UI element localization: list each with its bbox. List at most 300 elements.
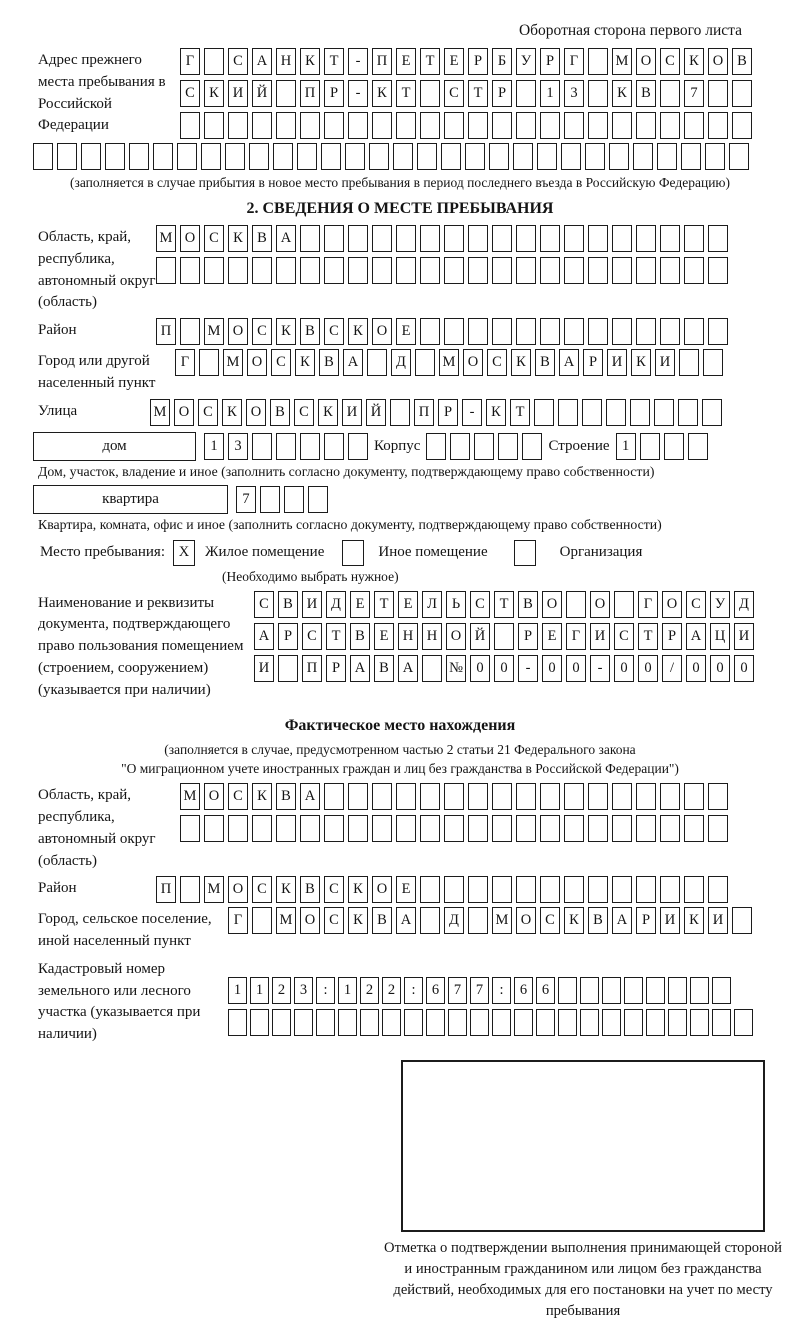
char-box[interactable]: Е — [396, 48, 416, 75]
char-box[interactable]: К — [228, 225, 248, 252]
char-box[interactable]: С — [302, 623, 322, 650]
char-box[interactable] — [468, 318, 488, 345]
char-box[interactable]: Г — [566, 623, 586, 650]
char-box[interactable]: Р — [518, 623, 538, 650]
char-box[interactable]: В — [535, 349, 555, 376]
char-box[interactable] — [180, 318, 200, 345]
char-box[interactable] — [684, 257, 704, 284]
char-box[interactable]: К — [300, 48, 320, 75]
char-box[interactable]: О — [247, 349, 267, 376]
char-box[interactable] — [420, 318, 440, 345]
char-box[interactable]: 0 — [734, 655, 754, 682]
char-box[interactable] — [492, 318, 512, 345]
char-box[interactable]: А — [559, 349, 579, 376]
char-box[interactable]: Е — [396, 876, 416, 903]
char-box[interactable]: И — [607, 349, 627, 376]
char-box[interactable]: И — [302, 591, 322, 618]
char-box[interactable] — [516, 815, 536, 842]
char-box[interactable]: 1 — [540, 80, 560, 107]
char-box[interactable]: О — [590, 591, 610, 618]
char-box[interactable]: К — [348, 907, 368, 934]
char-box[interactable] — [585, 143, 605, 170]
char-box[interactable]: 0 — [710, 655, 730, 682]
char-box[interactable]: Р — [583, 349, 603, 376]
char-box[interactable]: И — [228, 80, 248, 107]
char-box[interactable] — [321, 143, 341, 170]
char-box[interactable] — [516, 783, 536, 810]
char-box[interactable] — [708, 318, 728, 345]
char-box[interactable] — [668, 977, 687, 1004]
char-box[interactable] — [348, 433, 368, 460]
char-box[interactable] — [448, 1009, 467, 1036]
char-box[interactable]: 2 — [272, 977, 291, 1004]
char-box[interactable] — [426, 433, 446, 460]
char-box[interactable]: Д — [444, 907, 464, 934]
char-box[interactable] — [105, 143, 125, 170]
char-box[interactable]: С — [686, 591, 706, 618]
char-box[interactable]: В — [518, 591, 538, 618]
char-box[interactable] — [276, 433, 296, 460]
char-box[interactable] — [444, 876, 464, 903]
char-box[interactable]: К — [684, 907, 704, 934]
char-box[interactable] — [348, 783, 368, 810]
char-box[interactable] — [564, 112, 584, 139]
char-box[interactable] — [250, 1009, 269, 1036]
char-box[interactable]: А — [350, 655, 370, 682]
char-box[interactable]: С — [254, 591, 274, 618]
char-box[interactable]: 0 — [542, 655, 562, 682]
char-box[interactable]: П — [156, 876, 176, 903]
char-box[interactable]: И — [708, 907, 728, 934]
char-box[interactable]: С — [180, 80, 200, 107]
char-box[interactable] — [444, 112, 464, 139]
char-box[interactable] — [465, 143, 485, 170]
char-box[interactable] — [204, 815, 224, 842]
char-box[interactable] — [492, 257, 512, 284]
char-box[interactable] — [708, 80, 728, 107]
char-box[interactable] — [420, 112, 440, 139]
char-box[interactable] — [372, 783, 392, 810]
char-box[interactable]: П — [302, 655, 322, 682]
char-box[interactable]: Т — [326, 623, 346, 650]
char-box[interactable]: Д — [326, 591, 346, 618]
char-box[interactable] — [324, 815, 344, 842]
char-box[interactable]: С — [271, 349, 291, 376]
char-box[interactable]: - — [348, 80, 368, 107]
char-box[interactable] — [566, 591, 586, 618]
char-box[interactable]: О — [636, 48, 656, 75]
char-box[interactable] — [324, 225, 344, 252]
char-box[interactable] — [129, 143, 149, 170]
char-box[interactable]: К — [564, 907, 584, 934]
char-box[interactable]: К — [276, 876, 296, 903]
char-box[interactable] — [417, 143, 437, 170]
char-box[interactable]: К — [684, 48, 704, 75]
char-box[interactable]: - — [590, 655, 610, 682]
char-box[interactable] — [300, 815, 320, 842]
char-box[interactable] — [712, 1009, 731, 1036]
char-box[interactable]: М — [156, 225, 176, 252]
char-box[interactable] — [492, 783, 512, 810]
char-box[interactable]: П — [156, 318, 176, 345]
char-box[interactable] — [588, 80, 608, 107]
char-box[interactable] — [540, 257, 560, 284]
char-box[interactable] — [609, 143, 629, 170]
char-box[interactable] — [372, 257, 392, 284]
char-box[interactable]: Т — [494, 591, 514, 618]
char-box[interactable] — [228, 112, 248, 139]
char-box[interactable]: С — [444, 80, 464, 107]
char-box[interactable] — [708, 257, 728, 284]
char-box[interactable]: : — [404, 977, 423, 1004]
char-box[interactable] — [564, 318, 584, 345]
char-box[interactable]: К — [612, 80, 632, 107]
char-box[interactable]: А — [276, 225, 296, 252]
char-box[interactable] — [156, 257, 176, 284]
char-box[interactable] — [468, 783, 488, 810]
char-box[interactable] — [681, 143, 701, 170]
char-box[interactable]: Н — [398, 623, 418, 650]
char-box[interactable] — [516, 876, 536, 903]
char-box[interactable] — [468, 815, 488, 842]
char-box[interactable] — [636, 225, 656, 252]
char-box[interactable] — [516, 80, 536, 107]
char-box[interactable] — [684, 876, 704, 903]
char-box[interactable] — [396, 112, 416, 139]
char-box[interactable]: И — [660, 907, 680, 934]
char-box[interactable] — [660, 80, 680, 107]
char-box[interactable] — [276, 257, 296, 284]
char-box[interactable] — [660, 783, 680, 810]
char-box[interactable]: В — [732, 48, 752, 75]
char-box[interactable]: К — [252, 783, 272, 810]
char-box[interactable] — [732, 112, 752, 139]
char-box[interactable] — [684, 112, 704, 139]
char-box[interactable]: С — [198, 399, 218, 426]
char-box[interactable]: 2 — [360, 977, 379, 1004]
char-box[interactable]: О — [180, 225, 200, 252]
char-box[interactable]: К — [222, 399, 242, 426]
char-box[interactable]: К — [631, 349, 651, 376]
char-box[interactable] — [636, 318, 656, 345]
char-box[interactable]: Т — [374, 591, 394, 618]
char-box[interactable] — [498, 433, 518, 460]
char-box[interactable] — [564, 225, 584, 252]
char-box[interactable] — [522, 433, 542, 460]
char-box[interactable] — [708, 815, 728, 842]
char-box[interactable] — [732, 907, 752, 934]
char-box[interactable] — [252, 815, 272, 842]
char-box[interactable] — [199, 349, 219, 376]
char-box[interactable] — [372, 815, 392, 842]
char-box[interactable]: М — [204, 876, 224, 903]
char-box[interactable] — [660, 815, 680, 842]
char-box[interactable] — [636, 112, 656, 139]
char-box[interactable] — [712, 977, 731, 1004]
char-box[interactable] — [564, 783, 584, 810]
char-box[interactable] — [348, 815, 368, 842]
char-box[interactable]: В — [372, 907, 392, 934]
char-box[interactable]: Р — [324, 80, 344, 107]
char-box[interactable] — [348, 225, 368, 252]
char-box[interactable]: Г — [180, 48, 200, 75]
char-box[interactable]: Е — [444, 48, 464, 75]
char-box[interactable]: О — [372, 876, 392, 903]
char-box[interactable] — [612, 815, 632, 842]
char-box[interactable] — [345, 143, 365, 170]
char-box[interactable] — [404, 1009, 423, 1036]
char-box[interactable] — [415, 349, 435, 376]
char-box[interactable] — [426, 1009, 445, 1036]
char-box[interactable] — [294, 1009, 313, 1036]
char-box[interactable] — [284, 486, 304, 513]
char-box[interactable] — [468, 112, 488, 139]
char-box[interactable]: М — [439, 349, 459, 376]
char-box[interactable]: С — [252, 318, 272, 345]
char-box[interactable] — [564, 815, 584, 842]
char-box[interactable] — [729, 143, 749, 170]
char-box[interactable] — [612, 783, 632, 810]
char-box[interactable]: М — [180, 783, 200, 810]
char-box[interactable]: С — [204, 225, 224, 252]
char-box[interactable]: О — [174, 399, 194, 426]
char-box[interactable]: И — [655, 349, 675, 376]
char-box[interactable]: В — [270, 399, 290, 426]
char-box[interactable]: О — [662, 591, 682, 618]
char-box[interactable]: А — [343, 349, 363, 376]
char-box[interactable] — [468, 907, 488, 934]
char-box[interactable] — [588, 257, 608, 284]
char-box[interactable]: С — [540, 907, 560, 934]
char-box[interactable] — [636, 876, 656, 903]
char-box[interactable]: Й — [470, 623, 490, 650]
char-box[interactable] — [273, 143, 293, 170]
char-box[interactable] — [228, 815, 248, 842]
char-box[interactable]: М — [612, 48, 632, 75]
char-box[interactable] — [514, 1009, 533, 1036]
char-box[interactable]: Р — [468, 48, 488, 75]
char-box[interactable]: 6 — [426, 977, 445, 1004]
char-box[interactable]: В — [278, 591, 298, 618]
char-box[interactable] — [558, 977, 577, 1004]
char-box[interactable] — [602, 1009, 621, 1036]
char-box[interactable]: В — [319, 349, 339, 376]
char-box[interactable] — [602, 977, 621, 1004]
char-box[interactable]: В — [374, 655, 394, 682]
char-box[interactable] — [690, 977, 709, 1004]
char-box[interactable] — [348, 112, 368, 139]
char-box[interactable] — [492, 1009, 511, 1036]
char-box[interactable] — [372, 225, 392, 252]
char-box[interactable]: С — [228, 783, 248, 810]
char-box[interactable] — [450, 433, 470, 460]
char-box[interactable]: О — [516, 907, 536, 934]
char-box[interactable] — [612, 876, 632, 903]
char-box[interactable] — [606, 399, 626, 426]
char-box[interactable] — [702, 399, 722, 426]
char-box[interactable]: 0 — [686, 655, 706, 682]
char-box[interactable]: Т — [420, 48, 440, 75]
char-box[interactable]: Р — [662, 623, 682, 650]
char-box[interactable] — [204, 112, 224, 139]
char-box[interactable] — [300, 433, 320, 460]
char-box[interactable] — [513, 143, 533, 170]
char-box[interactable]: 0 — [566, 655, 586, 682]
char-box[interactable] — [660, 876, 680, 903]
char-box[interactable] — [612, 257, 632, 284]
char-box[interactable] — [369, 143, 389, 170]
char-box[interactable] — [57, 143, 77, 170]
char-box[interactable] — [516, 257, 536, 284]
char-box[interactable]: О — [246, 399, 266, 426]
char-box[interactable] — [540, 876, 560, 903]
char-box[interactable] — [348, 257, 368, 284]
char-box[interactable]: - — [518, 655, 538, 682]
char-box[interactable] — [252, 112, 272, 139]
char-box[interactable] — [324, 783, 344, 810]
char-box[interactable]: 0 — [638, 655, 658, 682]
char-box[interactable] — [612, 225, 632, 252]
char-box[interactable] — [444, 815, 464, 842]
char-box[interactable] — [396, 257, 416, 284]
char-box[interactable] — [422, 655, 442, 682]
char-box[interactable]: 0 — [470, 655, 490, 682]
char-box[interactable] — [684, 318, 704, 345]
char-box[interactable] — [297, 143, 317, 170]
char-box[interactable] — [420, 80, 440, 107]
char-box[interactable] — [228, 257, 248, 284]
char-box[interactable] — [393, 143, 413, 170]
char-box[interactable] — [684, 783, 704, 810]
char-box[interactable] — [588, 112, 608, 139]
char-box[interactable]: К — [318, 399, 338, 426]
char-box[interactable] — [468, 225, 488, 252]
char-box[interactable]: Е — [398, 591, 418, 618]
char-box[interactable]: Д — [391, 349, 411, 376]
char-box[interactable]: Г — [175, 349, 195, 376]
char-box[interactable]: - — [348, 48, 368, 75]
char-box[interactable]: К — [486, 399, 506, 426]
char-box[interactable] — [441, 143, 461, 170]
char-box[interactable]: О — [708, 48, 728, 75]
char-box[interactable] — [360, 1009, 379, 1036]
char-box[interactable] — [588, 225, 608, 252]
char-box[interactable] — [705, 143, 725, 170]
char-box[interactable] — [516, 112, 536, 139]
char-box[interactable] — [201, 143, 221, 170]
char-box[interactable] — [684, 225, 704, 252]
char-box[interactable] — [679, 349, 699, 376]
char-box[interactable]: К — [276, 318, 296, 345]
char-box[interactable] — [308, 486, 328, 513]
char-box[interactable]: 2 — [382, 977, 401, 1004]
char-box[interactable]: Е — [396, 318, 416, 345]
char-box[interactable] — [588, 815, 608, 842]
char-box[interactable]: Г — [228, 907, 248, 934]
char-box[interactable]: К — [348, 876, 368, 903]
char-box[interactable] — [204, 48, 224, 75]
char-box[interactable]: О — [228, 876, 248, 903]
char-box[interactable] — [252, 257, 272, 284]
char-box[interactable]: Л — [422, 591, 442, 618]
char-box[interactable] — [276, 112, 296, 139]
char-box[interactable] — [204, 257, 224, 284]
char-box[interactable] — [640, 433, 660, 460]
char-box[interactable]: А — [396, 907, 416, 934]
char-box[interactable] — [396, 815, 416, 842]
char-box[interactable]: 6 — [514, 977, 533, 1004]
char-box[interactable]: 7 — [470, 977, 489, 1004]
char-box[interactable] — [534, 399, 554, 426]
char-box[interactable] — [444, 257, 464, 284]
char-box[interactable]: С — [324, 318, 344, 345]
char-box[interactable] — [580, 1009, 599, 1036]
char-box[interactable]: Т — [396, 80, 416, 107]
char-box[interactable]: А — [686, 623, 706, 650]
char-box[interactable]: Р — [326, 655, 346, 682]
char-box[interactable]: М — [492, 907, 512, 934]
char-box[interactable] — [708, 876, 728, 903]
char-box[interactable] — [492, 112, 512, 139]
char-box[interactable]: / — [662, 655, 682, 682]
char-box[interactable] — [468, 257, 488, 284]
char-box[interactable] — [558, 399, 578, 426]
char-box[interactable]: К — [372, 80, 392, 107]
char-box[interactable]: 3 — [228, 433, 248, 460]
char-box[interactable]: 7 — [236, 486, 256, 513]
char-box[interactable] — [657, 143, 677, 170]
char-box[interactable]: И — [590, 623, 610, 650]
char-box[interactable]: А — [300, 783, 320, 810]
char-box[interactable] — [444, 225, 464, 252]
char-box[interactable] — [492, 876, 512, 903]
char-box[interactable] — [646, 1009, 665, 1036]
char-box[interactable]: Й — [366, 399, 386, 426]
char-box[interactable] — [276, 815, 296, 842]
char-box[interactable]: П — [372, 48, 392, 75]
char-box[interactable] — [228, 1009, 247, 1036]
char-box[interactable]: В — [252, 225, 272, 252]
char-box[interactable]: Р — [540, 48, 560, 75]
char-box[interactable]: С — [294, 399, 314, 426]
checkbox-organization[interactable] — [514, 540, 536, 566]
char-box[interactable]: О — [228, 318, 248, 345]
char-box[interactable]: Й — [252, 80, 272, 107]
char-box[interactable] — [177, 143, 197, 170]
char-box[interactable] — [561, 143, 581, 170]
char-box[interactable]: Р — [438, 399, 458, 426]
char-box[interactable] — [588, 318, 608, 345]
char-box[interactable]: № — [446, 655, 466, 682]
char-box[interactable]: 1 — [338, 977, 357, 1004]
char-box[interactable]: Д — [734, 591, 754, 618]
char-box[interactable] — [324, 257, 344, 284]
char-box[interactable]: Е — [374, 623, 394, 650]
char-box[interactable] — [489, 143, 509, 170]
char-box[interactable]: В — [636, 80, 656, 107]
char-box[interactable]: Б — [492, 48, 512, 75]
char-box[interactable]: К — [204, 80, 224, 107]
char-box[interactable]: С — [324, 907, 344, 934]
checkbox-residential[interactable]: X — [173, 540, 195, 566]
char-box[interactable] — [300, 112, 320, 139]
char-box[interactable] — [688, 433, 708, 460]
char-box[interactable] — [516, 318, 536, 345]
char-box[interactable]: : — [492, 977, 511, 1004]
char-box[interactable]: С — [470, 591, 490, 618]
char-box[interactable]: 1 — [616, 433, 636, 460]
char-box[interactable]: К — [348, 318, 368, 345]
